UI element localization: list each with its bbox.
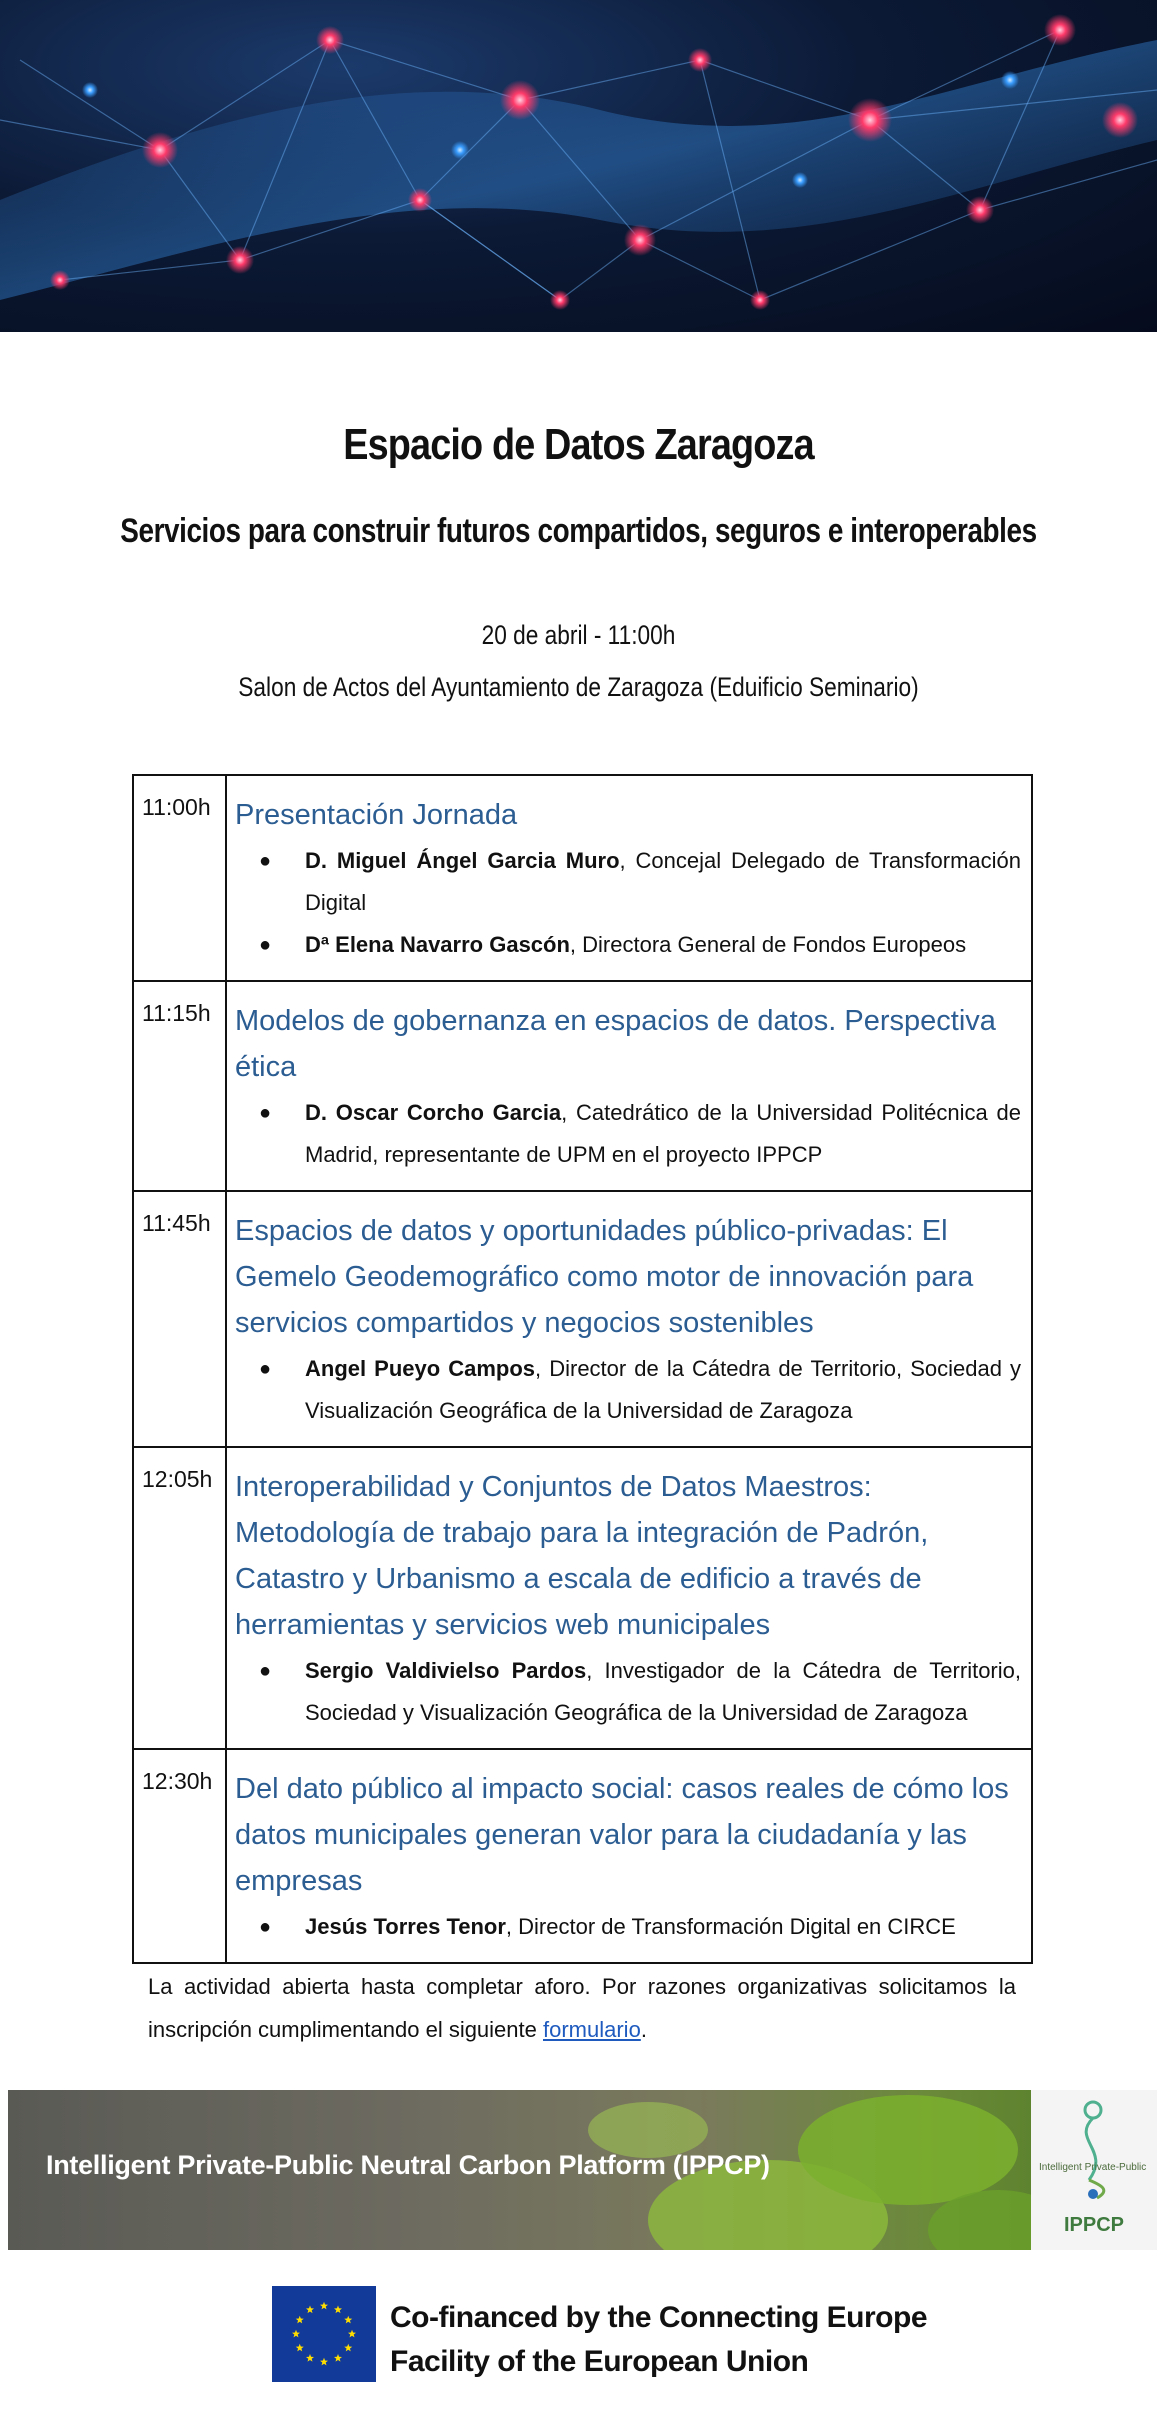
- eu-star-icon: [348, 2330, 356, 2338]
- speaker-name: D. Miguel Ángel Garcia Muro: [305, 848, 620, 873]
- eu-star-icon: [306, 2306, 314, 2314]
- speaker-role: , Concejal Delegado de Transformación Digital: [305, 848, 1021, 915]
- eu-star-icon: [344, 2316, 352, 2324]
- session-title: Interoperabilidad y Conjuntos de Datos Maestros: Metodología de trabajo para la integración de Padrón, Catastro y Urbanismo a escala de edificio a través de herramientas y servicios web municipales: [235, 1471, 929, 1641]
- speaker-name: Jesús Torres Tenor: [305, 1914, 506, 1939]
- eu-star-icon: [344, 2344, 352, 2352]
- page-subtitle: Servicios para construir futuros compartidos, seguros e interoperables: [120, 512, 1037, 550]
- agenda-row: [133, 1447, 1032, 1749]
- speaker-list: [259, 1906, 1021, 1948]
- session-title: Presentación Jornada: [235, 799, 518, 831]
- ippcp-logo: [1031, 2090, 1157, 2250]
- speaker-role: , Director de la Cátedra de Territorio, Sociedad y Visualización Geográfica de la Universidad de Zaragoza: [305, 1356, 1021, 1423]
- speaker-name: Sergio Valdivielso Pardos: [305, 1658, 587, 1683]
- bullet-icon: ●: [259, 1660, 272, 1682]
- speaker-role: , Investigador de la Cátedra de Territorio, Sociedad y Visualización Geográfica de la Universidad de Zaragoza: [305, 1658, 1021, 1725]
- speaker-list: [259, 840, 1021, 966]
- session-title: Del dato público al impacto social: casos reales de cómo los datos municipales generan valor para la ciudadanía y las empresas: [235, 1773, 1009, 1897]
- agenda-content: [226, 1191, 1032, 1447]
- agenda-table: [132, 774, 1033, 1964]
- agenda-time: 12:05h: [133, 1447, 226, 1749]
- speaker-item: [259, 1906, 1021, 1948]
- speaker-item: [259, 840, 1021, 924]
- logo-label: IPPCP: [1063, 2214, 1125, 2236]
- ippcp-banner: [8, 2090, 1157, 2250]
- speaker-list: [259, 1092, 1021, 1176]
- event-date: 20 de abril - 11:00h: [481, 620, 676, 650]
- agenda-time: 12:30h: [133, 1749, 226, 1963]
- speaker-name: D. Oscar Corcho Garcia: [305, 1100, 562, 1125]
- banner-title: Intelligent Private-Public Neutral Carbon Platform (IPPCP): [46, 2150, 770, 2180]
- eu-star-icon: [296, 2344, 304, 2352]
- session-title: Modelos de gobernanza en espacios de datos. Perspectiva ética: [235, 1005, 996, 1083]
- eu-star-icon: [320, 2358, 328, 2366]
- page-title: Espacio de Datos Zaragoza: [343, 420, 814, 469]
- speaker-item: [259, 1650, 1021, 1734]
- registration-note: [148, 1965, 1016, 2051]
- eu-star-icon: [320, 2302, 328, 2310]
- speaker-item: [259, 924, 1021, 966]
- bullet-icon: ●: [259, 1358, 272, 1380]
- bullet-icon: ●: [259, 934, 272, 956]
- eu-funding-line-1: Co-financed by the Connecting Europe: [390, 2301, 928, 2334]
- speaker-role: , Directora General de Fondos Europeos: [569, 932, 967, 957]
- speaker-name: Dª Elena Navarro Gascón: [305, 932, 570, 957]
- speaker-item: [259, 1348, 1021, 1432]
- hero-network-image: [0, 0, 1157, 332]
- speaker-name: Angel Pueyo Campos: [305, 1356, 536, 1381]
- eu-star-icon: [306, 2354, 314, 2362]
- eu-star-icon: [296, 2316, 304, 2324]
- speaker-list: [259, 1348, 1021, 1432]
- agenda-row: [133, 1191, 1032, 1447]
- eu-funding-text: [390, 2296, 927, 2384]
- speaker-role: , Director de Transformación Digital en CIRCE: [505, 1914, 956, 1939]
- bullet-icon: ●: [259, 850, 272, 872]
- eu-star-icon: [292, 2330, 300, 2338]
- agenda-content: [226, 775, 1032, 981]
- speaker-item: [259, 1092, 1021, 1176]
- agenda-content: [226, 1447, 1032, 1749]
- agenda-row: [133, 981, 1032, 1191]
- eu-funding-line-2: Facility of the European Union: [390, 2345, 809, 2378]
- network-graphic: [0, 0, 1157, 332]
- eu-flag-icon: [272, 2286, 376, 2382]
- bullet-icon: ●: [259, 1102, 272, 1124]
- agenda-content: [226, 981, 1032, 1191]
- agenda-time: 11:00h: [133, 775, 226, 981]
- logo-small-text: Intelligent Private-Public: [1039, 2162, 1147, 2173]
- event-venue: Salon de Actos del Ayuntamiento de Zaragoza (Eduificio Seminario): [238, 672, 919, 702]
- bullet-icon: ●: [259, 1916, 272, 1938]
- speaker-role: , Catedrático de la Universidad Politécnica de Madrid, representante de UPM en el proyecto IPPCP: [305, 1100, 1021, 1167]
- agenda-row: [133, 1749, 1032, 1963]
- agenda-row: [133, 775, 1032, 981]
- agenda-content: [226, 1749, 1032, 1963]
- session-title: Espacios de datos y oportunidades público-privadas: El Gemelo Geodemográfico como motor de innovación para servicios compartidos y negocios sostenibles: [235, 1215, 974, 1339]
- ippcp-logo-graphic: [1031, 2090, 1157, 2210]
- eu-star-icon: [334, 2354, 342, 2362]
- agenda-time: 11:15h: [133, 981, 226, 1191]
- registration-note-end: .: [640, 2017, 647, 2042]
- registration-note-text: La actividad abierta hasta completar aforo. Por razones organizativas solicitamos la inscripción cumplimentando el siguiente: [148, 1974, 1016, 2042]
- eu-star-icon: [334, 2306, 342, 2314]
- speaker-list: [259, 1650, 1021, 1734]
- agenda-time: 11:45h: [133, 1191, 226, 1447]
- registration-form-link[interactable]: formulario: [543, 2017, 641, 2042]
